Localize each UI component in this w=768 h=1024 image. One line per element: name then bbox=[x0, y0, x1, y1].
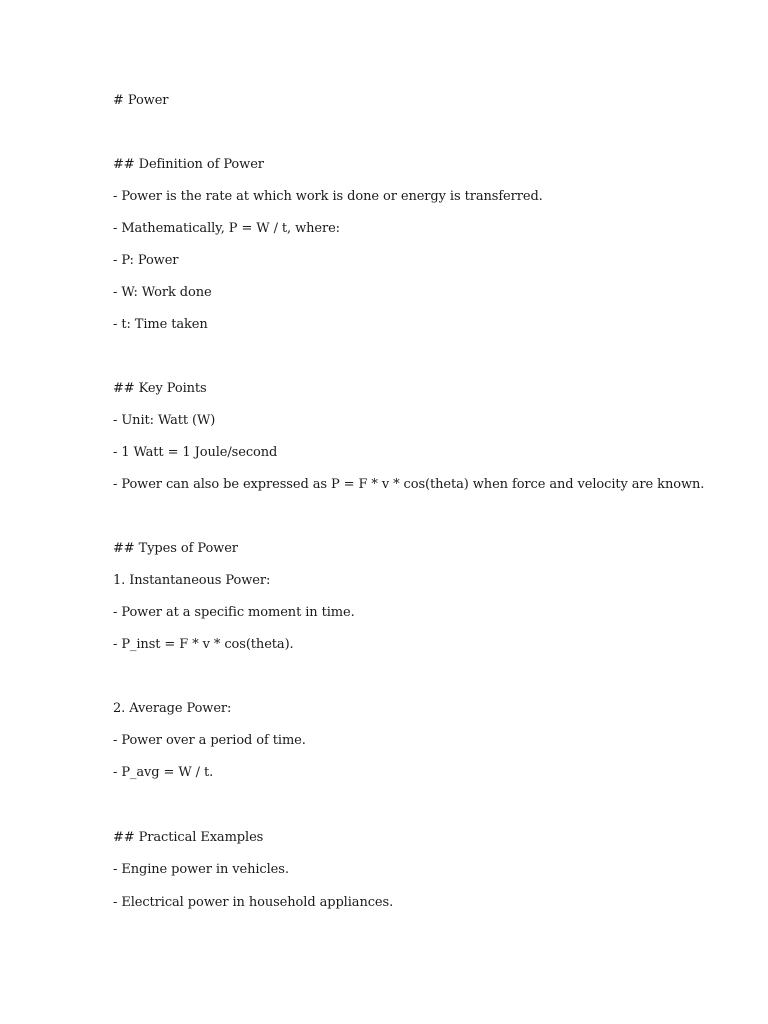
definition-line: - t: Time taken bbox=[113, 317, 208, 332]
section-heading-types: ## Types of Power bbox=[113, 541, 238, 556]
section-heading-key-points: ## Key Points bbox=[113, 381, 207, 396]
type-label-instantaneous: 1. Instantaneous Power: bbox=[113, 573, 271, 588]
key-point-line: - 1 Watt = 1 Joule/second bbox=[113, 445, 278, 460]
example-line: - Electrical power in household appliances. bbox=[113, 895, 394, 910]
definition-line: - Mathematically, P = W / t, where: bbox=[113, 221, 340, 236]
key-point-line: - Power can also be expressed as P = F * v * cos(theta) when force and velocity are known. bbox=[113, 477, 705, 492]
type-line: - P_inst = F * v * cos(theta). bbox=[113, 637, 294, 652]
section-heading-definition: ## Definition of Power bbox=[113, 157, 264, 172]
definition-line: - Power is the rate at which work is done or energy is transferred. bbox=[113, 189, 543, 204]
type-line: - Power over a period of time. bbox=[113, 733, 306, 748]
type-line: - Power at a specific moment in time. bbox=[113, 605, 355, 620]
definition-line: - W: Work done bbox=[113, 285, 212, 300]
example-line: - Engine power in vehicles. bbox=[113, 862, 289, 877]
page-title: # Power bbox=[113, 93, 169, 108]
type-line: - P_avg = W / t. bbox=[113, 765, 214, 780]
section-heading-examples: ## Practical Examples bbox=[113, 830, 264, 845]
key-point-line: - Unit: Watt (W) bbox=[113, 413, 216, 428]
type-label-average: 2. Average Power: bbox=[113, 701, 232, 716]
definition-line: - P: Power bbox=[113, 253, 179, 268]
